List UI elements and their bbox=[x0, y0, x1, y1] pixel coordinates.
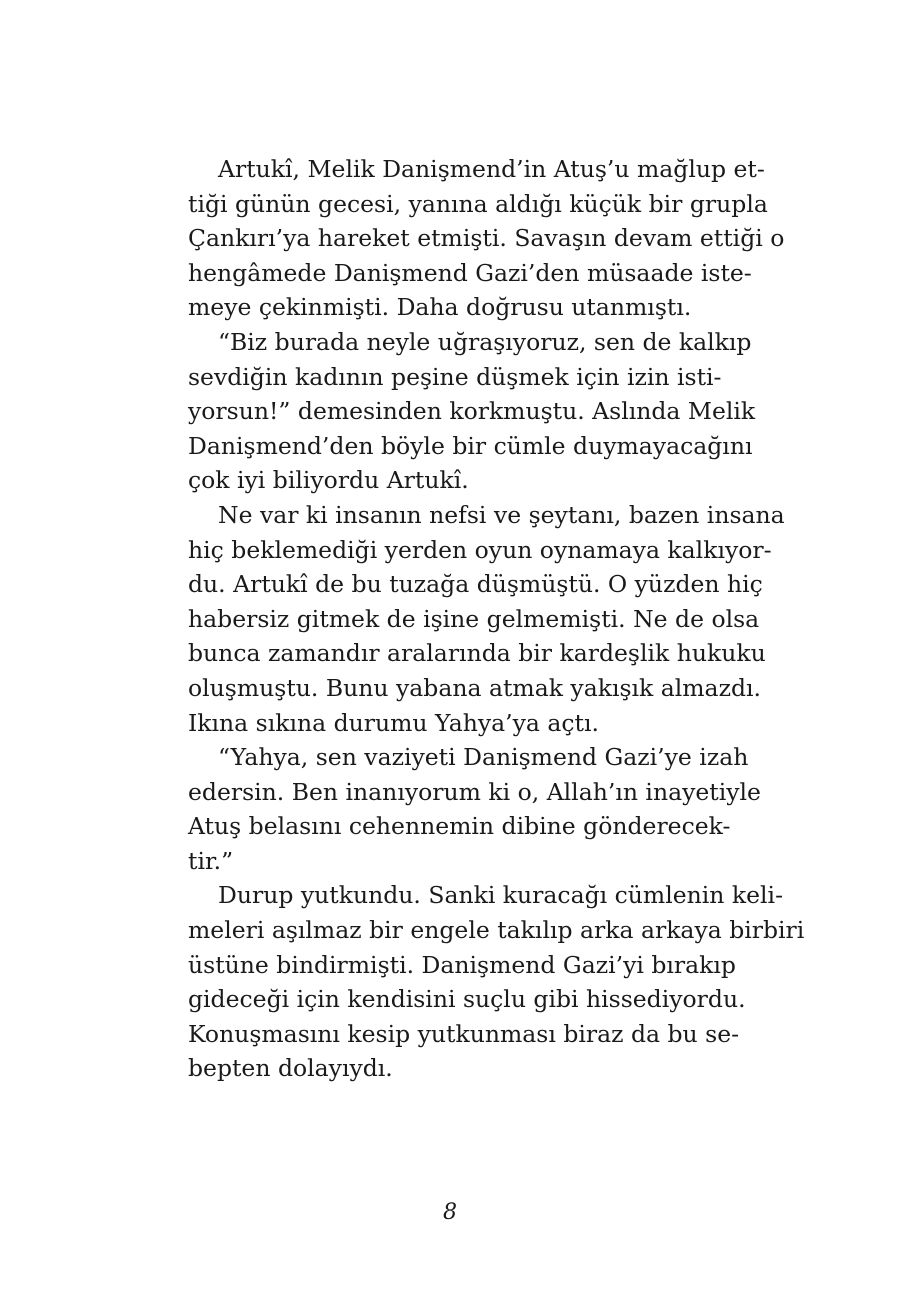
text-line: Ne var ki insanın nefsi ve şeytanı, bazen insana bbox=[218, 500, 785, 529]
text-line: sevdiğin kadının peşine düşmek için izin isti- bbox=[188, 362, 722, 391]
body-text bbox=[188, 152, 805, 1086]
paragraph bbox=[188, 878, 805, 1086]
text-line: edersin. Ben inanıyorum ki o, Allah’ın inayetiyle bbox=[188, 777, 761, 806]
text-line: meye çekinmişti. Daha doğrusu utanmıştı. bbox=[188, 293, 692, 322]
text-line: Durup yutkundu. Sanki kuracağı cümlenin keli- bbox=[218, 881, 784, 910]
text-line: Artukî, Melik Danişmend’in Atuş’u mağlup et- bbox=[218, 155, 765, 183]
text-line: hengâmede Danişmend Gazi’den müsaade iste- bbox=[188, 258, 752, 287]
text-line: Ikına sıkına durumu Yahya’ya açtı. bbox=[188, 708, 599, 737]
text-line: Çankırı’ya hareket etmişti. Savaşın devam ettiği o bbox=[188, 224, 785, 253]
paragraph bbox=[188, 152, 785, 325]
paragraph bbox=[188, 325, 756, 498]
paragraph bbox=[188, 740, 761, 878]
text-line: du. Artukî de bu tuzağa düşmüştü. O yüzden hiç bbox=[188, 570, 763, 599]
text-line: tiği günün gecesi, yanına aldığı küçük bir grupla bbox=[188, 189, 768, 218]
text-line: Konuşmasını kesip yutkunması biraz da bu se- bbox=[188, 1019, 740, 1048]
paragraph bbox=[188, 498, 785, 740]
text-line: oluşmuştu. Bunu yabana atmak yakışık almazdı. bbox=[188, 673, 761, 702]
text-line: Atuş belasını cehennemin dibine gönderecek- bbox=[188, 812, 731, 841]
text-line: hiç beklemediği yerden oyun oynamaya kalkıyor- bbox=[188, 535, 772, 564]
text-line: Danişmend’den böyle bir cümle duymayacağını bbox=[188, 431, 753, 460]
text-line: bepten dolayıydı. bbox=[188, 1054, 393, 1083]
text-line: “Biz burada neyle uğraşıyoruz, sen de kalkıp bbox=[218, 327, 752, 356]
text-line: gideceği için kendisini suçlu gibi hissediyordu. bbox=[188, 985, 746, 1014]
text-line: çok iyi biliyordu Artukî. bbox=[188, 466, 469, 495]
text-line: “Yahya, sen vaziyeti Danişmend Gazi’ye izah bbox=[218, 743, 749, 772]
text-line: üstüne bindirmişti. Danişmend Gazi’yi bırakıp bbox=[188, 950, 736, 979]
text-line: habersiz gitmek de işine gelmemişti. Ne de olsa bbox=[188, 604, 760, 633]
page-number: 8 bbox=[443, 1200, 457, 1225]
text-line: yorsun!” demesinden korkmuştu. Aslında Melik bbox=[188, 397, 756, 426]
text-line: bunca zamandır aralarında bir kardeşlik hukuku bbox=[188, 639, 766, 668]
text-line: tir.” bbox=[188, 846, 234, 875]
text-line: meleri aşılmaz bir engele takılıp arka arkaya birbiri bbox=[188, 916, 805, 945]
